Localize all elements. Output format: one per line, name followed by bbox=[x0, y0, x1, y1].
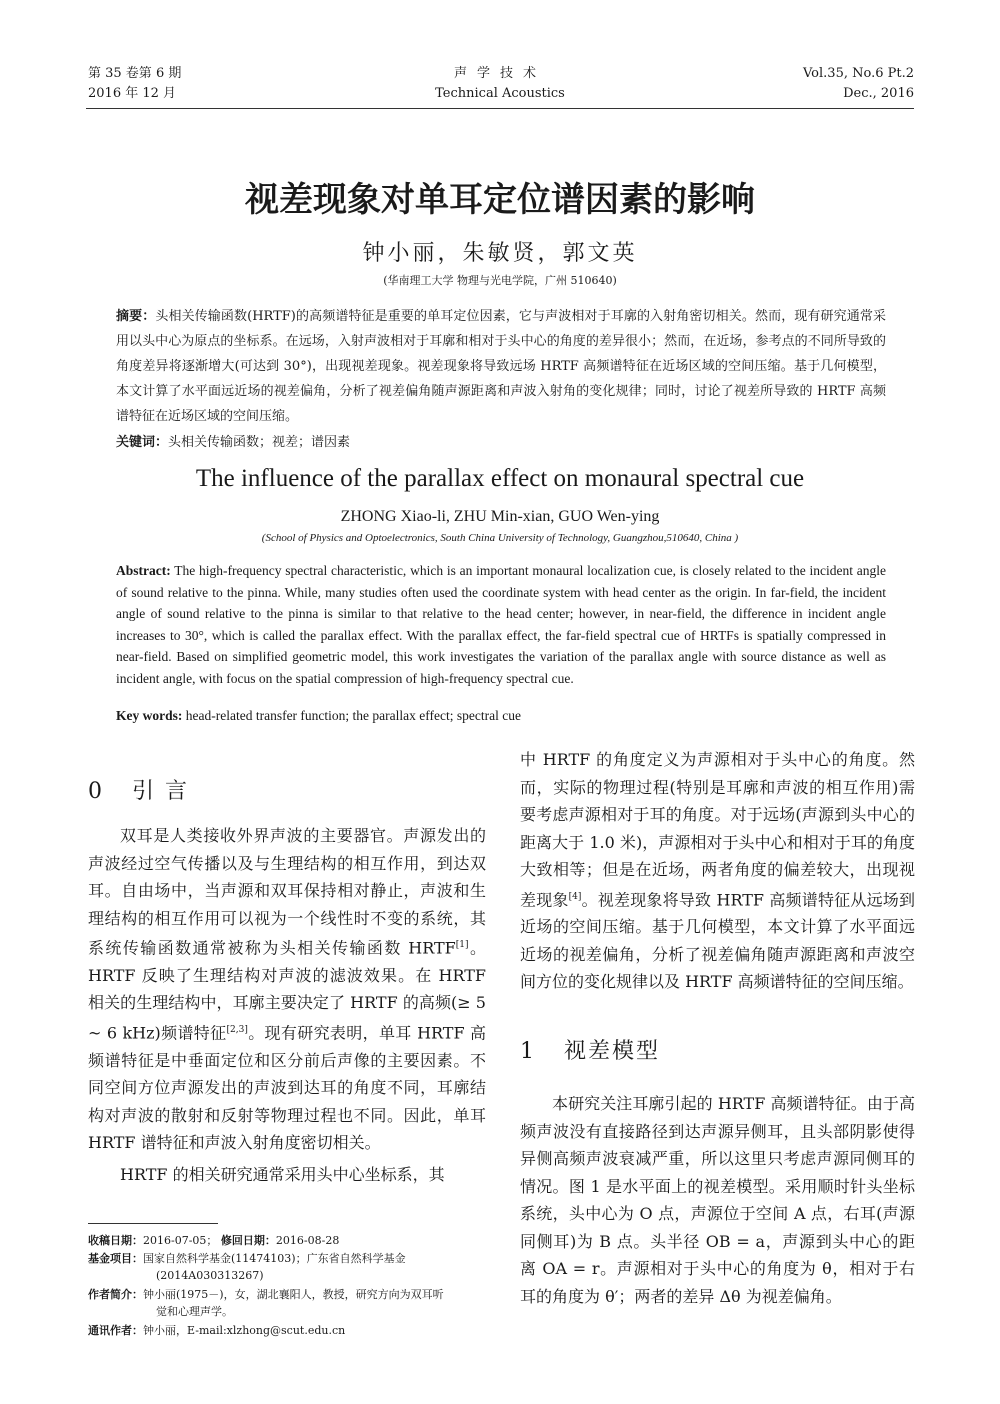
citation-2-3: [2,3] bbox=[226, 1024, 248, 1035]
model-p1-text: 本研究关注耳廓引起的 HRTF 高频谱特征。由于高频声波没有直接路径到达声源异侧耳，且头部阴影使得异侧高频声波衰减严重，所以这里只考虑声源同侧耳的情况。图 1 是水平面上的视差模型。采用顺时针头坐标系统，头中心为 O 点，声源位于空间 A 点，右耳(声源同侧耳)为 B 点。头半径 OB = a，声源到头中心的距离 OA = r。声源相对于头中心的角度为 θ，相对于右耳的角度为 θ′；两者的差异 Δθ 为视差偏角。 bbox=[520, 1094, 915, 1306]
received-label: 收稿日期： bbox=[88, 1234, 143, 1247]
citation-1: [1] bbox=[455, 940, 469, 950]
citation-4: [4] bbox=[568, 891, 582, 902]
footnote-corresponding bbox=[88, 1322, 488, 1339]
section-1-title: 视差模型 bbox=[564, 1039, 661, 1064]
volume-issue-en: Vol.35, No.6 Pt.2 bbox=[802, 66, 914, 81]
model-paragraph-1 bbox=[520, 1090, 915, 1310]
revised-label: 修回日期： bbox=[220, 1234, 276, 1247]
author-bio-line-2: 觉和心理声学。 bbox=[156, 1305, 233, 1318]
footnote-fund bbox=[88, 1250, 488, 1284]
received-date: 2016-07-05； bbox=[143, 1234, 218, 1247]
section-1-heading bbox=[520, 1034, 660, 1065]
intro-p1-part-a: 双耳是人类接收外界声波的主要器官。声源发出的声波经过空气传播以及与生理结构的相互作用，到达双耳。自由场中，当声源和双耳保持相对静止，声波和生理结构的相互作用可以视为一个线性时不变的系统，其系统传输函数通常被称为头相关传输函数 HRTF bbox=[88, 826, 486, 958]
abstract-cn-label: 摘要： bbox=[116, 309, 156, 324]
intro-p1-part-c: 。现有研究表明，单耳 HRTF 高频谱特征是中垂面定位和区分前后声像的主要因素。不同空间方位声源发出的声波到达耳的角度不同，耳廓结构对声波的散射和反射等物理过程也不同。因此，单耳 HRTF 谱特征和声波入射角度密切相关。 bbox=[88, 1023, 486, 1153]
keywords-en-label: Key words: bbox=[116, 708, 183, 723]
intro-paragraph-2-start: HRTF 的相关研究通常采用头中心坐标系，其 bbox=[120, 1164, 445, 1184]
issue-date-en: Dec., 2016 bbox=[843, 86, 914, 101]
volume-issue: 第 35 卷第 6 期 bbox=[88, 66, 182, 81]
abstract-en-label: Abstract: bbox=[116, 563, 171, 578]
corresponding-author: 钟小丽，E-mail:xlzhong@scut.edu.cn bbox=[143, 1324, 346, 1337]
keywords-en-text: head-related transfer function; the parallax effect; spectral cue bbox=[182, 708, 521, 723]
affiliation-en: (School of Physics and Optoelectronics, South China University of Technology, Guangzhou,510640, China ) bbox=[261, 532, 739, 544]
keywords-cn bbox=[116, 432, 886, 454]
authors-cn: 钟小丽，朱敏贤，郭文英 bbox=[362, 241, 638, 266]
footnote-author bbox=[88, 1286, 488, 1320]
section-0-heading bbox=[88, 774, 189, 805]
author-bio-line-1: 钟小丽(1975－)，女，湖北襄阳人，教授，研究方向为双耳听 bbox=[143, 1288, 444, 1301]
fund-label: 基金项目： bbox=[88, 1252, 143, 1265]
keywords-cn-text: 头相关传输函数；视差；谱因素 bbox=[168, 435, 351, 450]
abstract-cn bbox=[116, 304, 886, 429]
header-rule bbox=[86, 108, 914, 109]
intro-paragraph-1 bbox=[88, 822, 486, 1188]
intro-p2-part-b: 。视差现象将导致 HRTF 高频谱特征从远场到近场的空间压缩。基于几何模型，本文计算了水平面远近场的视差偏角，分析了视差偏角随声源距离和声波空间方位的变化规律以及 HRTF 高频谱特征的空间压缩。 bbox=[520, 889, 915, 992]
journal-name-cn: 声学技术 bbox=[453, 66, 546, 81]
keywords-en bbox=[116, 706, 886, 726]
paper-title-cn: 视差现象对单耳定位谱因素的影响 bbox=[245, 180, 755, 220]
abstract-en bbox=[116, 560, 886, 689]
footnote-rule bbox=[88, 1223, 218, 1224]
affiliation-cn: (华南理工大学 物理与光电学院，广州 510640) bbox=[383, 274, 617, 287]
footnote-dates bbox=[88, 1232, 488, 1249]
section-0-number: 0 bbox=[88, 779, 104, 804]
author-bio-label: 作者简介： bbox=[88, 1288, 143, 1301]
section-0-title: 引 言 bbox=[132, 779, 189, 804]
revised-date: 2016-08-28 bbox=[275, 1234, 340, 1247]
journal-volume-en bbox=[803, 64, 914, 104]
intro-p1-part-b: 。HRTF 反映了生理结构对声波的滤波效果。在 HRTF 相关的生理结构中，耳廓主要决定了 HRTF 的高频(≥ 5 ~ 6 kHz)频谱特征 bbox=[88, 938, 486, 1043]
corresponding-label: 通讯作者： bbox=[88, 1324, 143, 1337]
fund-line-1: 国家自然科学基金(11474103)；广东省自然科学基金 bbox=[143, 1252, 406, 1265]
journal-name-en: Technical Acoustics bbox=[435, 86, 565, 101]
intro-paragraph-2-continued bbox=[520, 746, 915, 996]
section-1-number: 1 bbox=[520, 1039, 536, 1064]
abstract-cn-text: 头相关传输函数(HRTF)的高频谱特征是重要的单耳定位因素，它与声波相对于耳廓的入射角密切相关。然而，现有研究通常采用以头中心为原点的坐标系。在远场，入射声波相对于耳廓和相对于头中心的角度的差异很小；然而，在近场，参考点的不同所导致的角度差异将逐渐增大(可达到 30°)，出现视差现象。视差现象将导致远场 HRTF 高频谱特征在近场区域的空间压缩。基于几何模型，本文计算了水平面远近场的视差偏角，分析了视差偏角随声源距离和声波入射角的变化规律；同时，讨论了视差所导致的 HRTF 高频谱特征在近场区域的空间压缩。 bbox=[116, 309, 886, 424]
paper-title-en: The influence of the parallax effect on monaural spectral cue bbox=[195, 465, 805, 492]
intro-p2-part-a: 中 HRTF 的角度定义为声源相对于头中心的角度。然而，实际的物理过程(特别是耳廓和声波的相互作用)需要考虑声源相对于耳的角度。对于远场(声源到头中心的距离大于 1.0 米)，声源相对于头中心和相对于耳的角度大致相等；但是在近场，两者角度的偏差较大，出现视差现象 bbox=[520, 750, 915, 909]
keywords-cn-label: 关键词： bbox=[116, 435, 169, 450]
authors-en: ZHONG Xiao-li, ZHU Min-xian, GUO Wen-ying bbox=[340, 508, 660, 525]
issue-date: 2016 年 12 月 bbox=[88, 86, 177, 101]
fund-line-2: (2014A030313267) bbox=[156, 1269, 264, 1282]
abstract-en-text: The high-frequency spectral characteristic, which is an important monaural localization cue, is closely related to the incident angle of sound relative to the pinna. While, many studies often used the coordinate system with head center as the origin. In far-field, the incident angle of sound relative to the pinna is similar to that relative to the head center; however, in near-field, the difference in incident angle increases to 30°, which is called the parallax effect. With the parallax effect, the far-field spectral cue of HRTFs is spatially compressed in near-field. Based on simplified geometric model, this work investigates the variation of the parallax angle with source distance as well as incident angle, with focus on the spatial compression of high-frequency spectral cue. bbox=[116, 563, 886, 686]
